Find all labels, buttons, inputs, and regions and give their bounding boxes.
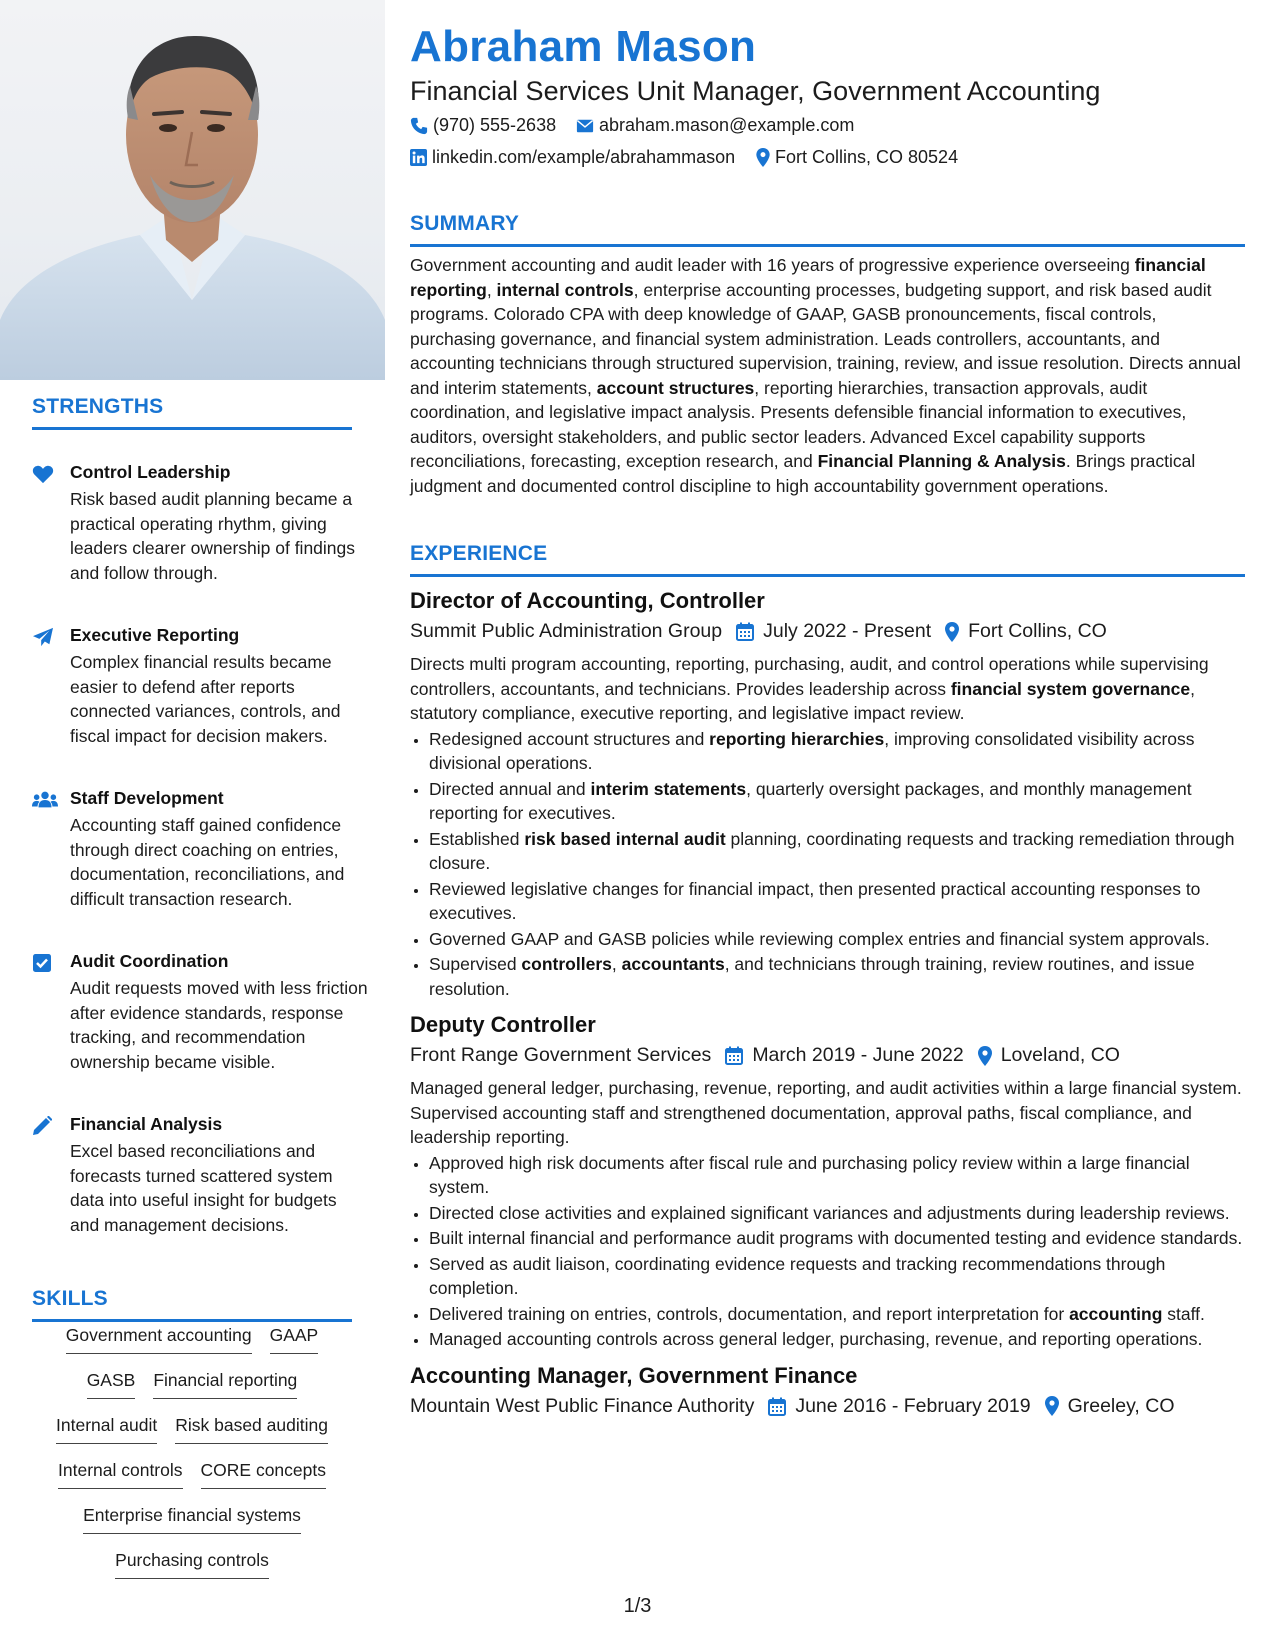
summary-text: Government accounting and audit leader with 16 years of progressive experience overseeing financial reporting, internal controls, enterprise accounting processes, budgeting support, and risk based audit programs. Colorado CPA with deep knowledge of GAAP, GASB pronouncements, fiscal controls, purchasing governance, and financial system administration. Leads controllers, accountants, and accounting technicians through structured supervision, training, review, and issue resolution. Directs annual and interim statements, account structures, reporting hierarchies, transaction approvals, audit coordination, and legislative impact analysis. Presents defensible financial information to executives, auditors, oversight stakeholders, and public sector leaders. Advanced Excel capability supports reconciliations, forecasting, exception research, and Financial Planning & Analysis. Brings practical judgment and documented control discipline to high accountability government operations. bbox=[410, 255, 1241, 496]
job-bullets bbox=[410, 727, 1245, 1002]
job-dates: July 2022 - Present bbox=[763, 620, 932, 642]
job-entry bbox=[410, 588, 1245, 1001]
skill-tag: Internal controls bbox=[58, 1460, 183, 1489]
skill-tag: CORE concepts bbox=[201, 1460, 326, 1489]
experience-section bbox=[410, 542, 1245, 1418]
job-meta bbox=[410, 620, 1245, 643]
map-pin-icon bbox=[1045, 1396, 1059, 1416]
skill-tag: Financial reporting bbox=[153, 1370, 297, 1399]
skill-tag: GASB bbox=[87, 1370, 136, 1399]
list-item: • Approved high risk documents after fiscal rule and purchasing policy review within a large financial system. bbox=[429, 1151, 1245, 1200]
calendar-icon bbox=[736, 622, 754, 641]
paper-plane-icon bbox=[32, 627, 56, 647]
calendar-icon bbox=[725, 1046, 743, 1065]
skill-row bbox=[32, 1460, 352, 1505]
skill-tag: GAAP bbox=[270, 1325, 319, 1354]
job-dates: March 2019 - June 2022 bbox=[752, 1044, 964, 1066]
list-item: • Established risk based internal audit planning, coordinating requests and tracking remediation through closure. bbox=[429, 827, 1245, 876]
email-text[interactable]: abraham.mason@example.com bbox=[599, 115, 855, 135]
calendar-icon bbox=[768, 1397, 786, 1416]
skill-row bbox=[32, 1415, 352, 1460]
strength-title: Control Leadership bbox=[70, 462, 231, 482]
summary-title: SUMMARY bbox=[410, 212, 520, 235]
list-item: • Delivered training on entries, controls, documentation, and report interpretation for accounting staff. bbox=[429, 1302, 1245, 1327]
map-pin-icon bbox=[978, 1046, 992, 1066]
linkedin-icon bbox=[410, 149, 427, 166]
skill-tag: Risk based auditing bbox=[175, 1415, 328, 1444]
list-item: • Directed annual and interim statements, quarterly oversight packages, and monthly management reporting for executives. bbox=[429, 777, 1245, 826]
job-location: Fort Collins, CO bbox=[968, 620, 1107, 642]
job-title: Director of Accounting, Controller bbox=[410, 588, 765, 613]
skills-header bbox=[32, 1287, 352, 1322]
strength-title: Executive Reporting bbox=[70, 625, 240, 645]
list-item: • Built internal financial and performance audit programs with documented testing and evidence standards. bbox=[429, 1226, 1245, 1251]
envelope-icon bbox=[576, 118, 594, 134]
strengths-rule bbox=[32, 427, 352, 430]
experience-rule bbox=[410, 574, 1245, 577]
linkedin-text[interactable]: linkedin.com/example/abrahammason bbox=[432, 147, 736, 167]
summary-section bbox=[410, 212, 1245, 498]
job-entry bbox=[410, 1012, 1245, 1352]
linkedin-contact[interactable] bbox=[410, 147, 735, 168]
list-item: • Reviewed legislative changes for financial impact, then presented practical accounting responses to executives. bbox=[429, 877, 1245, 926]
skill-row bbox=[32, 1505, 352, 1550]
skill-tag: Purchasing controls bbox=[115, 1550, 269, 1579]
experience-title: EXPERIENCE bbox=[410, 542, 548, 565]
skills-rule bbox=[32, 1319, 352, 1322]
skill-tag: Government accounting bbox=[66, 1325, 252, 1354]
list-item: • Directed close activities and explained significant variances and adjustments during leadership reviews. bbox=[429, 1201, 1245, 1226]
map-pin-icon bbox=[756, 148, 770, 167]
strength-desc: Excel based reconciliations and forecasts turned scattered system data into useful insight for budgets and management decisions. bbox=[70, 1141, 337, 1235]
sidebar bbox=[0, 0, 385, 1650]
job-dates: June 2016 - February 2019 bbox=[795, 1394, 1031, 1417]
checkbox-icon bbox=[32, 953, 56, 973]
map-pin-icon bbox=[945, 622, 959, 642]
candidate-role: Financial Services Unit Manager, Government Accounting bbox=[410, 76, 1101, 106]
strength-title: Financial Analysis bbox=[70, 1114, 223, 1134]
phone-contact bbox=[410, 115, 556, 136]
skill-row bbox=[32, 1370, 352, 1415]
skills-list bbox=[32, 1325, 352, 1595]
job-entry bbox=[410, 1363, 1245, 1418]
strength-desc: Complex financial results became easier to defend after reports connected variances, controls, and fiscal impact for decision makers. bbox=[70, 652, 341, 746]
job-company: Summit Public Administration Group bbox=[410, 620, 723, 642]
phone-icon bbox=[410, 117, 428, 135]
list-item: • Supervised controllers, accountants, and technicians through training, review routines, and issue resolution. bbox=[429, 952, 1245, 1001]
location-contact bbox=[756, 147, 958, 168]
job-meta bbox=[410, 1395, 1245, 1418]
job-meta bbox=[410, 1044, 1245, 1067]
profile-photo bbox=[0, 0, 385, 380]
strength-title: Audit Coordination bbox=[70, 951, 229, 971]
phone-text: (970) 555-2638 bbox=[433, 115, 557, 135]
location-text: Fort Collins, CO 80524 bbox=[775, 147, 959, 167]
strength-desc: Audit requests moved with less friction after evidence standards, response tracking, and recommendation ownership became visible. bbox=[70, 978, 368, 1072]
strength-title: Staff Development bbox=[70, 788, 224, 808]
portrait-illustration bbox=[0, 0, 385, 380]
candidate-name: Abraham Mason bbox=[410, 22, 757, 71]
list-item: • Redesigned account structures and reporting hierarchies, improving consolidated visibility across divisional operations. bbox=[429, 727, 1245, 776]
skills-title: SKILLS bbox=[32, 1287, 108, 1310]
job-company: Front Range Government Services bbox=[410, 1044, 712, 1066]
list-item: • Managed accounting controls across general ledger, purchasing, revenue, and reporting operations. bbox=[429, 1327, 1245, 1352]
job-description: Managed general ledger, purchasing, revenue, reporting, and audit activities within a large financial system. Supervised accounting staff and strengthened documentation, approval paths, fiscal compliance, and leadership reporting. bbox=[410, 1078, 1242, 1147]
strengths-section bbox=[32, 395, 352, 430]
job-title: Accounting Manager, Government Finance bbox=[410, 1362, 858, 1388]
skill-tag: Enterprise financial systems bbox=[83, 1505, 301, 1534]
skill-row bbox=[32, 1550, 352, 1595]
job-description: Directs multi program accounting, reporting, purchasing, audit, and control operations while supervising controllers, accountants, and technicians. Provides leadership across financial system governance, statutory compliance, executive reporting, and legislative impact review. bbox=[410, 654, 1209, 723]
strengths-title: STRENGTHS bbox=[32, 395, 164, 418]
summary-rule bbox=[410, 244, 1245, 247]
page-number: 1/3 bbox=[623, 1595, 652, 1617]
pencil-icon bbox=[32, 1116, 56, 1136]
job-company: Mountain West Public Finance Authority bbox=[410, 1394, 755, 1417]
list-item: • Served as audit liaison, coordinating evidence requests and tracking recommendations through completion. bbox=[429, 1252, 1245, 1301]
strength-desc: Risk based audit planning became a practical operating rhythm, giving leaders clearer ownership of findings and follow through. bbox=[70, 489, 356, 583]
email-contact[interactable] bbox=[576, 115, 854, 136]
strength-desc: Accounting staff gained confidence through direct coaching on entries, documentation, reconciliations, and difficult transaction research. bbox=[70, 815, 345, 909]
job-location: Greeley, CO bbox=[1067, 1394, 1175, 1417]
skill-tag: Internal audit bbox=[56, 1415, 157, 1444]
heart-icon bbox=[32, 464, 56, 484]
job-title: Deputy Controller bbox=[410, 1012, 596, 1037]
skill-row bbox=[32, 1325, 352, 1370]
job-location: Loveland, CO bbox=[1000, 1044, 1120, 1066]
list-item: • Governed GAAP and GASB policies while reviewing complex entries and financial system approvals. bbox=[429, 927, 1245, 952]
users-icon bbox=[32, 790, 56, 810]
job-bullets bbox=[410, 1151, 1245, 1352]
